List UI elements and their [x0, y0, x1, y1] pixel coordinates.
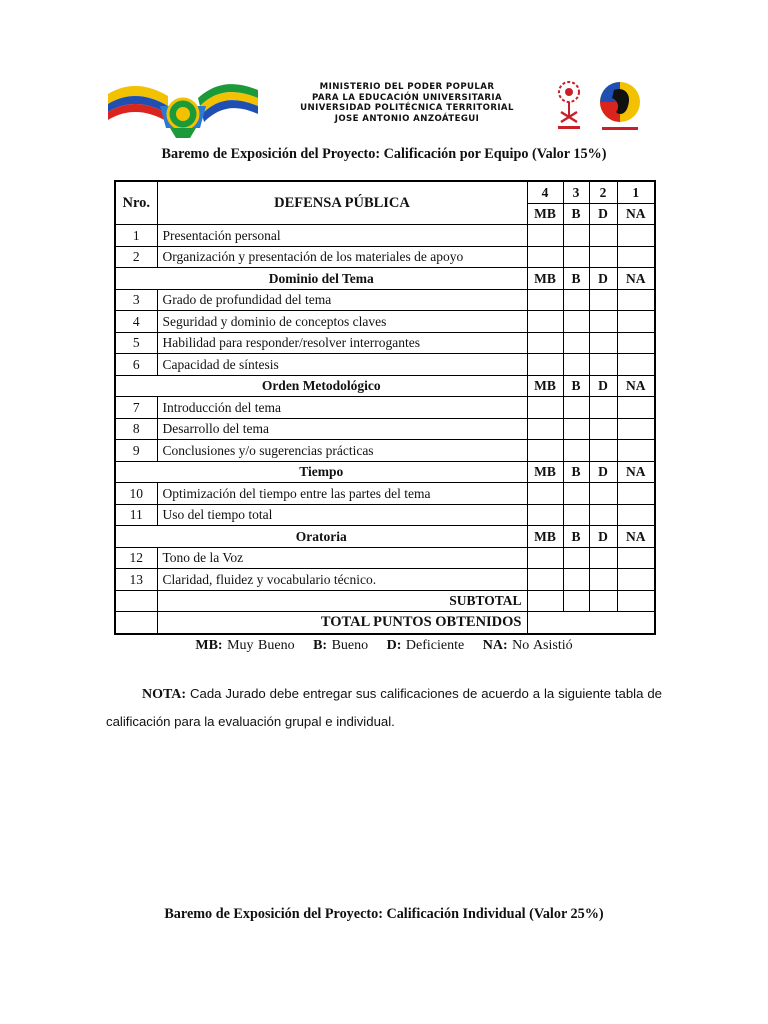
- section-title: Orden Metodológico: [115, 375, 527, 397]
- score-cell[interactable]: [617, 483, 655, 505]
- score-cell[interactable]: [563, 397, 589, 419]
- mision-sucre-logo: [594, 80, 646, 136]
- flag-ribbon-logo: [108, 76, 258, 140]
- nro-header: Nro.: [115, 181, 157, 225]
- score-number-header: 1: [617, 181, 655, 203]
- score-cell[interactable]: [589, 332, 617, 354]
- subtotal-label: SUBTOTAL: [157, 590, 527, 612]
- criterion-row: [115, 440, 655, 462]
- section-title: Dominio del Tema: [115, 268, 527, 290]
- criterion-number: 7: [115, 397, 157, 419]
- subtotal-cell[interactable]: [589, 590, 617, 612]
- criterion-row: [115, 246, 655, 268]
- subtotal-cell[interactable]: [617, 590, 655, 612]
- score-cell[interactable]: [617, 397, 655, 419]
- criterion-number: 6: [115, 354, 157, 376]
- score-cell[interactable]: [589, 397, 617, 419]
- score-code-header: D: [589, 375, 617, 397]
- score-legend: [0, 638, 768, 654]
- score-cell[interactable]: [617, 246, 655, 268]
- criterion-row: [115, 547, 655, 569]
- score-cell[interactable]: [589, 418, 617, 440]
- score-cell[interactable]: [589, 504, 617, 526]
- criterion-row: [115, 225, 655, 247]
- score-cell[interactable]: [527, 418, 563, 440]
- score-number-header: 3: [563, 181, 589, 203]
- criterion-number: 13: [115, 569, 157, 591]
- legend-key: B:: [313, 638, 328, 653]
- score-cell[interactable]: [527, 397, 563, 419]
- criterion-row: [115, 569, 655, 591]
- score-code-header: MB: [527, 526, 563, 548]
- score-cell[interactable]: [589, 289, 617, 311]
- score-cell[interactable]: [589, 354, 617, 376]
- section-row: [115, 461, 655, 483]
- section-title: Tiempo: [115, 461, 527, 483]
- score-code-header: MB: [527, 203, 563, 225]
- legend-value: Bueno: [331, 638, 369, 653]
- evaluation-table-body: [115, 181, 655, 634]
- legend-key: NA:: [482, 638, 508, 653]
- score-cell[interactable]: [527, 246, 563, 268]
- criterion-number: 4: [115, 311, 157, 333]
- criterion-number: 1: [115, 225, 157, 247]
- score-cell[interactable]: [589, 440, 617, 462]
- criterion-text: Introducción del tema: [157, 397, 527, 419]
- score-code-header: D: [589, 526, 617, 548]
- score-cell[interactable]: [563, 225, 589, 247]
- criterion-text: Presentación personal: [157, 225, 527, 247]
- defensa-publica-header: DEFENSA PÚBLICA: [157, 181, 527, 225]
- score-cell[interactable]: [589, 569, 617, 591]
- criterion-text: Desarrollo del tema: [157, 418, 527, 440]
- total-row: [115, 612, 655, 634]
- score-code-header: B: [563, 203, 589, 225]
- score-cell[interactable]: [527, 289, 563, 311]
- legend-value: Deficiente: [405, 638, 465, 653]
- ministry-line: PARA LA EDUCACIÓN UNIVERSITARIA: [311, 92, 503, 103]
- score-cell[interactable]: [563, 246, 589, 268]
- criterion-text: Conclusiones y/o sugerencias prácticas: [157, 440, 527, 462]
- score-cell[interactable]: [589, 311, 617, 333]
- score-cell[interactable]: [527, 332, 563, 354]
- score-cell[interactable]: [617, 289, 655, 311]
- score-cell[interactable]: [563, 569, 589, 591]
- score-code-header: NA: [617, 203, 655, 225]
- score-cell[interactable]: [617, 440, 655, 462]
- criterion-number: 3: [115, 289, 157, 311]
- criterion-row: [115, 397, 655, 419]
- section-title: Oratoria: [115, 526, 527, 548]
- individual-evaluation-title: Baremo de Exposición del Proyecto: Calificación Individual (Valor 25%): [164, 906, 604, 922]
- criterion-number: 2: [115, 246, 157, 268]
- criterion-row: [115, 483, 655, 505]
- legend-key: D:: [386, 638, 402, 653]
- total-spacer: [115, 612, 157, 634]
- score-number-header: 4: [527, 181, 563, 203]
- score-cell[interactable]: [589, 547, 617, 569]
- score-code-header: D: [589, 268, 617, 290]
- criterion-row: [115, 311, 655, 333]
- evaluation-table: [114, 180, 656, 635]
- subtotal-cell[interactable]: [527, 590, 563, 612]
- university-emblem-logo: [552, 78, 586, 134]
- criterion-number: 9: [115, 440, 157, 462]
- section-row: [115, 375, 655, 397]
- score-cell[interactable]: [563, 354, 589, 376]
- score-code-header: MB: [527, 461, 563, 483]
- criterion-number: 8: [115, 418, 157, 440]
- score-cell[interactable]: [527, 504, 563, 526]
- score-code-header: D: [589, 461, 617, 483]
- score-code-header: MB: [527, 375, 563, 397]
- note-text: Cada Jurado debe entregar sus calificaciones de acuerdo a la siguiente tabla de calificación para la evaluación grupal e individual.: [106, 686, 662, 729]
- criterion-text: Seguridad y dominio de conceptos claves: [157, 311, 527, 333]
- criterion-number: 11: [115, 504, 157, 526]
- score-cell[interactable]: [617, 225, 655, 247]
- ministry-line: JOSE ANTONIO ANZOÁTEGUI: [334, 113, 480, 124]
- ministry-line: MINISTERIO DEL PODER POPULAR: [319, 82, 495, 92]
- score-code-header: D: [589, 203, 617, 225]
- score-cell[interactable]: [563, 504, 589, 526]
- score-cell[interactable]: [527, 225, 563, 247]
- score-cell[interactable]: [527, 354, 563, 376]
- score-code-header: B: [563, 461, 589, 483]
- score-cell[interactable]: [589, 483, 617, 505]
- legend-value: Muy Bueno: [227, 638, 295, 653]
- criterion-row: [115, 418, 655, 440]
- score-cell[interactable]: [617, 332, 655, 354]
- criterion-number: 12: [115, 547, 157, 569]
- score-cell[interactable]: [563, 311, 589, 333]
- criterion-text: Organización y presentación de los materiales de apoyo: [157, 246, 527, 268]
- criterion-row: [115, 354, 655, 376]
- criterion-text: Habilidad para responder/resolver interrogantes: [157, 332, 527, 354]
- score-cell[interactable]: [527, 440, 563, 462]
- score-cell[interactable]: [563, 440, 589, 462]
- score-code-header: NA: [617, 526, 655, 548]
- score-cell[interactable]: [617, 504, 655, 526]
- score-cell[interactable]: [563, 418, 589, 440]
- score-cell[interactable]: [527, 311, 563, 333]
- note-paragraph: [106, 680, 662, 735]
- score-cell[interactable]: [563, 289, 589, 311]
- legend-value: No Asistió: [512, 638, 573, 653]
- criterion-text: Claridad, fluidez y vocabulario técnico.: [157, 569, 527, 591]
- subtotal-cell[interactable]: [563, 590, 589, 612]
- score-code-header: NA: [617, 461, 655, 483]
- score-cell[interactable]: [617, 354, 655, 376]
- criterion-text: Uso del tiempo total: [157, 504, 527, 526]
- criterion-row: [115, 504, 655, 526]
- subtotal-row: [115, 590, 655, 612]
- score-code-header: B: [563, 526, 589, 548]
- section-row: [115, 526, 655, 548]
- total-cell[interactable]: [527, 612, 655, 634]
- criterion-text: Optimización del tiempo entre las partes del tema: [157, 483, 527, 505]
- score-number-header: 2: [589, 181, 617, 203]
- document-header: [0, 72, 768, 142]
- score-cell[interactable]: [617, 418, 655, 440]
- score-cell[interactable]: [563, 332, 589, 354]
- group-evaluation-title: Baremo de Exposición del Proyecto: Calificación por Equipo (Valor 15%): [161, 146, 607, 162]
- ministry-line: UNIVERSIDAD POLITÉCNICA TERRITORIAL: [300, 103, 514, 114]
- score-cell[interactable]: [563, 547, 589, 569]
- score-code-header: NA: [617, 375, 655, 397]
- score-cell[interactable]: [563, 483, 589, 505]
- score-cell[interactable]: [617, 547, 655, 569]
- section-row: [115, 268, 655, 290]
- score-code-header: MB: [527, 268, 563, 290]
- score-code-header: B: [563, 268, 589, 290]
- criterion-row: [115, 289, 655, 311]
- criterion-row: [115, 332, 655, 354]
- table-header-row-top: [115, 181, 655, 203]
- criterion-text: Tono de la Voz: [157, 547, 527, 569]
- total-label: TOTAL PUNTOS OBTENIDOS: [157, 612, 527, 634]
- score-code-header: B: [563, 375, 589, 397]
- score-code-header: NA: [617, 268, 655, 290]
- score-cell[interactable]: [527, 569, 563, 591]
- criterion-number: 10: [115, 483, 157, 505]
- criterion-text: Capacidad de síntesis: [157, 354, 527, 376]
- ministry-heading: [280, 82, 534, 124]
- score-cell[interactable]: [617, 311, 655, 333]
- score-cell[interactable]: [589, 225, 617, 247]
- subtotal-spacer: [115, 590, 157, 612]
- criterion-number: 5: [115, 332, 157, 354]
- note-label: NOTA:: [142, 687, 187, 702]
- score-cell[interactable]: [527, 547, 563, 569]
- score-cell[interactable]: [527, 483, 563, 505]
- legend-key: MB:: [195, 638, 223, 653]
- score-cell[interactable]: [589, 246, 617, 268]
- criterion-text: Grado de profundidad del tema: [157, 289, 527, 311]
- score-cell[interactable]: [617, 569, 655, 591]
